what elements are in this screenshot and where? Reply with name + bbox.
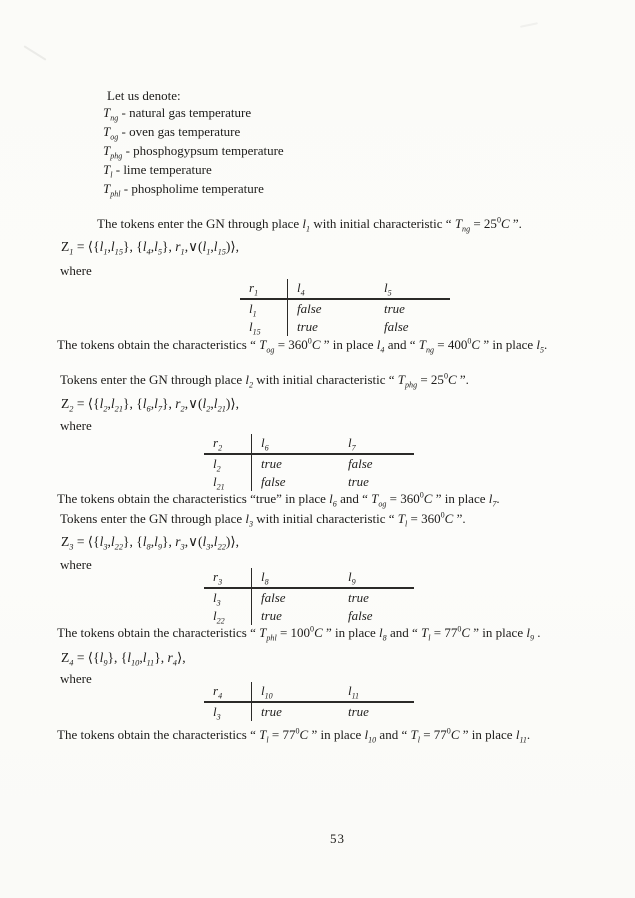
para-tokens-obtain-4: The tokens obtain the characteristics “ $T_l = 77^0C$ ” in place $l_{10}$ and “ $T_l = 77^0C$ ” in place $l_{11}$. [57, 726, 531, 745]
table-header-cell: $l_9$ [339, 568, 414, 588]
where-label-1: where [60, 263, 92, 278]
denote-item-phg: $T_{phg}$ - phosphogypsum temperature [103, 143, 284, 161]
table-header-cell: $r_2$ [204, 434, 252, 454]
denote-item-phl: $T_{phl}$ - phospholime temperature [103, 181, 264, 199]
table-cell: false [261, 589, 286, 605]
where-label-2: where [60, 418, 92, 433]
table-cell: $l_2$ [204, 454, 252, 473]
table-cell: true [261, 607, 282, 623]
denote-intro: Let us denote: [107, 88, 181, 103]
table-cell: false [297, 300, 322, 316]
denote-item-og: $T_{og}$ - oven gas temperature [103, 124, 241, 142]
table-row [240, 318, 450, 336]
para-tokens-obtain-2: The tokens obtain the characteristics “true” in place $l_6$ and “ $T_{og} = 360^0C$ ” in place $l_7$. [57, 490, 500, 509]
table-row [204, 454, 414, 473]
table-cell: true [348, 473, 369, 489]
table-cell: true [261, 703, 282, 719]
table-cell: true [297, 318, 318, 334]
table-cell: $l_3$ [204, 702, 252, 721]
table-header-row [240, 279, 450, 299]
where-label-4: where [60, 671, 92, 686]
transition-table-4 [204, 682, 414, 721]
table-cell: true [348, 703, 369, 719]
table-header-row [204, 568, 414, 588]
transition-table-2 [204, 434, 414, 491]
table-row [204, 588, 414, 607]
table-header-cell: $r_1$ [240, 279, 288, 299]
page-number: 53 [330, 831, 345, 846]
formula-z3: $Z_3$ = $⟨\{l_3,l_{22}\}$, $\{l_8,l_9\}$, $r_3,\vee(l_3,l_{22})⟩$, [61, 534, 240, 552]
para-tokens-enter-3: Tokens enter the GN through place $l_3$ with initial characteristic “ $T_l = 360^0C$ ”. [60, 510, 466, 529]
table-cell: false [348, 607, 373, 623]
table-header-cell: $l_{10}$ [252, 682, 340, 702]
table-cell: true [348, 589, 369, 605]
table-row [204, 702, 414, 721]
table-header-cell: $l_7$ [339, 434, 414, 454]
scan-artifact [23, 45, 46, 60]
table-header-row [204, 434, 414, 454]
table-cell: $l_3$ [204, 588, 252, 607]
table-header-cell: $l_4$ [288, 279, 376, 299]
scan-artifact [520, 22, 538, 28]
table-cell: $l_1$ [240, 299, 288, 318]
para-tokens-obtain-1: The tokens obtain the characteristics “ $T_{og} = 360^0C$ ” in place $l_4$ and “ $T_{ng} = 400^0C$ ” in place $l_5$. [57, 336, 548, 355]
table-header-row [204, 682, 414, 702]
table-cell: $l_{22}$ [204, 607, 252, 625]
para-tokens-enter-2: Tokens enter the GN through place $l_2$ with initial characteristic “ $T_{phg} = 25^0C$ ”. [60, 371, 469, 390]
table-row [204, 607, 414, 625]
formula-z2: $Z_2$ = $⟨\{l_2,l_{21}\}$, $\{l_6,l_7\}$, $r_2,\vee(l_2,l_{21})⟩$, [61, 396, 240, 414]
table-header-cell: $l_8$ [252, 568, 340, 588]
table-cell: $l_{21}$ [204, 473, 252, 491]
table-row [240, 299, 450, 318]
table-header-cell: $r_4$ [204, 682, 252, 702]
transition-table-1 [240, 279, 450, 336]
table-cell: false [261, 473, 286, 489]
table-header-cell: $l_6$ [252, 434, 340, 454]
para-tokens-obtain-3: The tokens obtain the characteristics “ $T_{phl} = 100^0C$ ” in place $l_8$ and “ $T_l = 77^0C$ ” in place $l_9$ . [57, 624, 541, 643]
where-label-3: where [60, 557, 92, 572]
table-cell: true [261, 455, 282, 471]
table-cell: $l_{15}$ [240, 318, 288, 336]
para-tokens-enter-1: The tokens enter the GN through place $l_1$ with initial characteristic “ $T_{ng} = 25^0C$ ”. [97, 215, 522, 234]
table-cell: true [384, 300, 405, 316]
formula-z1: $Z_1$ = $⟨\{l_1,l_{15}\}$, $\{l_4,l_5\}$, $r_1,\vee(l_1,l_{15})⟩$, [61, 239, 240, 257]
table-cell: false [348, 455, 373, 471]
table-row [204, 473, 414, 491]
denote-item-ng: $T_{ng}$ - natural gas temperature [103, 105, 252, 123]
formula-z4: $Z_4$ = $⟨\{l_9\}$, $\{l_{10},l_{11}\}$, $r_4⟩$, [61, 650, 186, 668]
table-header-cell: $l_{11}$ [339, 682, 414, 702]
table-header-cell: $r_3$ [204, 568, 252, 588]
table-cell: false [384, 318, 409, 334]
denote-item-l: $T_l$ - lime temperature [103, 162, 212, 180]
transition-table-3 [204, 568, 414, 625]
table-header-cell: $l_5$ [375, 279, 450, 299]
